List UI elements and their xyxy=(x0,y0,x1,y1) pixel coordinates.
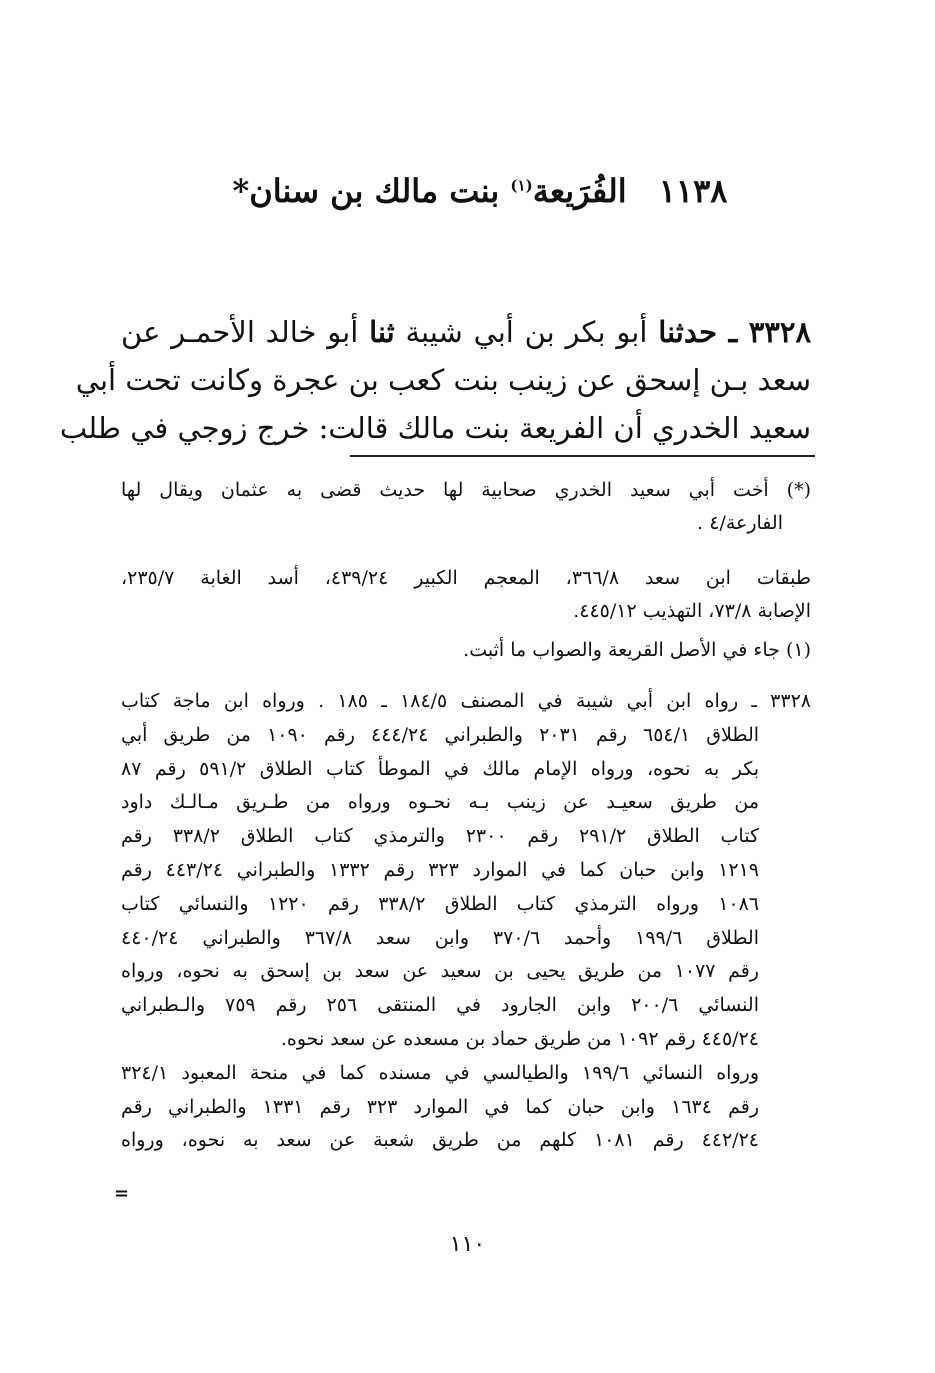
hadith-text xyxy=(59,308,812,454)
takhrij-line: الطلاق ٦٥٤/١ رقم ٢٠٣١ والطبراني ٤٤٤/٢٤ رقم ١٠٩٠ من طريق أبي xyxy=(121,723,760,746)
biography-note-line-1: (*) أخت أبي سعيد الخدري صحابية لها حديث قضى به عثمان ويقال لها xyxy=(121,479,811,501)
sources-note-line-1: طبقات ابن سعد ٣٦٦/٨، المعجم الكبير ٤٣٩/٢٤، أسد الغابة ٢٣٥/٧، xyxy=(121,567,811,589)
hadith-line-1 xyxy=(121,308,811,356)
hadith-line-2: سعد بـن إسحق عن زينب بنت كعب بن عجرة وكانت تحت أبي xyxy=(75,363,811,397)
heading-title: الفُرَيعة xyxy=(532,172,627,210)
hadith-narrator-2: أبو خالد الأحمـر عن xyxy=(121,315,359,349)
takhrij-line: ورواه النسائي ١٩٩/٦ والطيالسي في مسنده كما في منحة المعبود ٣٢٤/١ xyxy=(121,1061,759,1084)
takhrij-line: رقم ١٦٣٤ وابن حبان كما في الموارد ٣٢٣ رقم ١٣٣١ والطبراني رقم xyxy=(121,1095,760,1118)
footnote-1 xyxy=(121,634,811,667)
takhrij-line: الطلاق ١٩٩/٦ وأحمد ٣٧٠/٦ وابن سعد ٣٦٧/٨ والطبراني ٤٤٠/٢٤ xyxy=(121,926,759,949)
takhrij-line: النسائي ٢٠٠/٦ وابن الجارود في المنتقى ٢٥٦ رقم ٧٥٩ والـطبراني xyxy=(121,994,759,1017)
takhrij-line: ١٠٨٦ ورواه الترمذي كتاب الطلاق ٣٣٨/٢ رقم ١٢٢٠ والنسائي كتاب xyxy=(121,892,760,915)
hadith-line-3: سعيد الخدري أن الفريعة بنت مالك قالت: خرج زوجي في طلب xyxy=(59,411,811,445)
heading-footnote-ref: (١) xyxy=(510,176,533,195)
footnote-1-text: (١) جاء في الأصل القريعة والصواب ما أثبت. xyxy=(463,639,811,661)
page-number: ١١٠ xyxy=(449,1232,486,1257)
takhrij-note xyxy=(121,685,811,1158)
takhrij-line: ٤٤٢/٢٤ رقم ١٠٨١ كلهم من طريق شعبة عن سعد به نحوه، ورواه xyxy=(121,1129,759,1152)
section-heading xyxy=(140,168,820,214)
footnote-separator xyxy=(350,455,815,457)
heading-rest: بنت مالك بن سنان* xyxy=(232,172,500,210)
takhrij-line: ١٢١٩ وابن حبان كما في الموارد ٣٢٣ رقم ١٣٣٢ والطبراني ٤٤٣/٢٤ رقم xyxy=(121,858,759,881)
takhrij-line: رقم ١٠٧٧ من طريق يحيى بن سعيد عن سعد بن إسحق به نحوه، ورواه xyxy=(121,960,759,983)
takhrij-line: من طريق سعيـد عن زينب بـه نحـوه ورواه من طـريق مـالـك داود xyxy=(121,791,759,814)
heading-number: ١١٣٨ xyxy=(658,172,728,210)
takhrij-line: بكر به نحوه، ورواه الإمام مالك في الموطأ كتاب الطلاق ٥٩١/٢ رقم ٨٧ xyxy=(121,757,759,780)
takhrij-line: ٤٤٥/٢٤ رقم ١٠٩٢ من طريق حماد بن مسعده عن سعد نحوه. xyxy=(280,1027,759,1050)
hadith-narrator-1: أبو بكر بن أبي شيبة xyxy=(405,315,648,349)
hadith-number-lead: ٣٣٢٨ ـ حدثنا xyxy=(658,315,812,349)
sources-note-line-2: الإصابة ٧٣/٨، التهذيب ٤٤٥/١٢. xyxy=(573,600,811,622)
takhrij-line: ٣٣٢٨ ـ رواه ابن أبي شيبة في المصنف ١٨٤/٥ ـ ١٨٥ . ورواه ابن ماجة كتاب xyxy=(121,690,811,712)
biography-note xyxy=(121,474,811,540)
takhrij-line: كتاب الطلاق ٢٩١/٢ رقم ٢٣٠٠ والترمذي كتاب الطلاق ٣٣٨/٢ رقم xyxy=(121,825,759,848)
sources-note xyxy=(121,562,811,628)
biography-note-line-2: الفارعة/٤ . xyxy=(697,512,783,534)
hadith-tna: ثنا xyxy=(369,315,395,349)
continuation-mark: = xyxy=(114,1183,130,1204)
